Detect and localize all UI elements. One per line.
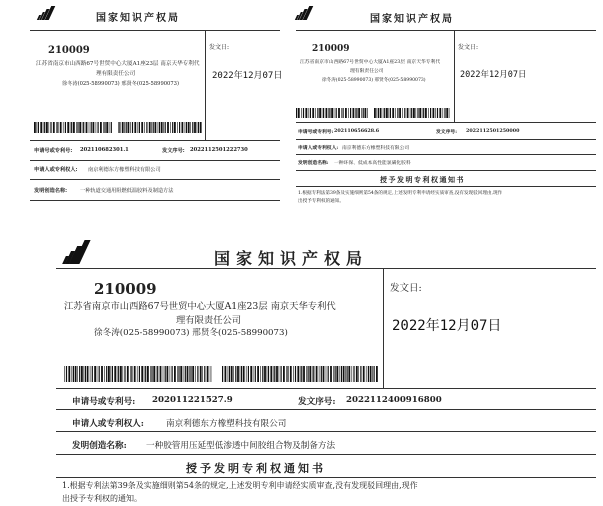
barcode-bottom-1 bbox=[64, 366, 212, 382]
applicant: 南京利德东方橡塑科技有限公司 bbox=[342, 146, 410, 151]
notice-text-2: 出授予专利权的通知。 bbox=[298, 199, 344, 204]
notice-text-1: 1.根据专利法第39条及实施细则第54条的规定,上述发明专利申请经实质审查,没有发现驳回理由,现作 bbox=[298, 191, 503, 196]
barcode-right-1 bbox=[296, 108, 368, 118]
serial-label: 发文序号: bbox=[436, 129, 457, 135]
office-name: 国家知识产权局 bbox=[214, 249, 369, 268]
app-no: 202110682301.1 bbox=[80, 147, 129, 153]
cnipa-logo-icon bbox=[296, 6, 311, 20]
barcode-left-2 bbox=[118, 122, 202, 133]
invention-label: 发明创造名称: bbox=[34, 188, 68, 194]
applicant-label: 申请人或专利权人: bbox=[34, 167, 78, 173]
invention: 一种胶管用压延型低渗透中间胶组合物及制备方法 bbox=[146, 441, 336, 451]
letter-top-left bbox=[0, 0, 288, 232]
letter-bottom bbox=[0, 232, 603, 506]
send-date-label: 发文日: bbox=[209, 44, 230, 51]
serial: 2022112400916800 bbox=[346, 395, 442, 405]
agency: 理有限责任公司 bbox=[350, 69, 384, 74]
agency: 理有限责任公司 bbox=[176, 315, 242, 326]
serial: 2022112501250000 bbox=[466, 128, 520, 134]
postcode: 210009 bbox=[312, 44, 350, 54]
cnipa-logo-icon bbox=[64, 240, 86, 264]
send-date: 2022年12月07日 bbox=[460, 70, 527, 80]
notice-title: 授予发明专利权通知书 bbox=[380, 175, 465, 184]
applicant: 南京利德东方橡塑科技有限公司 bbox=[166, 419, 287, 429]
send-date: 2022年12月07日 bbox=[212, 71, 283, 81]
app-no-label: 申请号或专利号: bbox=[34, 148, 73, 154]
app-no-label: 申请号或专利号: bbox=[298, 129, 334, 135]
notice-text-2: 出授予专利权的通知。 bbox=[62, 494, 142, 503]
invention: 一种环保、低成本高性能氯磺化胶料 bbox=[334, 161, 411, 166]
letter-top-right bbox=[290, 0, 603, 232]
applicant-label: 申请人或专利权人: bbox=[72, 419, 144, 429]
address: 江苏省南京市山西路67号世贸中心大厦A1座23层 南京天华专利代 bbox=[36, 61, 200, 67]
cnipa-logo-icon bbox=[38, 6, 53, 20]
app-no: 202011221527.9 bbox=[152, 395, 233, 405]
office-name: 国家知识产权局 bbox=[96, 13, 180, 24]
barcode-left-1 bbox=[34, 122, 112, 133]
send-date: 2022年12月07日 bbox=[392, 318, 502, 334]
app-no-label: 申请号或专利号: bbox=[72, 397, 136, 407]
serial-label: 发文序号: bbox=[298, 397, 336, 407]
address: 江苏省南京市山西路67号世贸中心大厦A1座23层 南京天华专利代 bbox=[300, 60, 441, 65]
office-name: 国家知识产权局 bbox=[370, 14, 454, 25]
serial: 2022112501222730 bbox=[190, 147, 248, 153]
contacts: 徐冬涛(025-58990073) 邢贤冬(025-58990073) bbox=[94, 328, 288, 338]
invention-label: 发明创造名称: bbox=[72, 441, 127, 451]
agency: 理有限责任公司 bbox=[96, 71, 136, 77]
serial-label: 发文序号: bbox=[162, 148, 185, 154]
applicant-label: 申请人或专利权人: bbox=[298, 145, 339, 151]
notice-title: 授予发明专利权通知书 bbox=[186, 462, 326, 475]
contacts: 徐冬涛(025-58990073) 邢贤冬(025-58990073) bbox=[322, 78, 426, 83]
contacts: 徐冬涛(025-58990073) 邢贤冬(025-58990073) bbox=[62, 81, 179, 87]
applicant: 南京利德东方橡塑科技有限公司 bbox=[88, 167, 161, 173]
invention: 一种轨道交通用阻燃低温胶料及制造方法 bbox=[80, 188, 174, 194]
invention-label: 发明创造名称: bbox=[298, 160, 329, 166]
notice-text-1: 1.根据专利法第39条及实施细则第54条的规定,上述发明专利申请经实质审查,没有发现驳回理由,现作 bbox=[62, 481, 418, 490]
address: 江苏省南京市山西路67号世贸中心大厦A1座23层 南京天华专利代 bbox=[64, 301, 336, 312]
app-no: 202110656628.6 bbox=[334, 128, 380, 134]
barcode-right-2 bbox=[374, 108, 450, 118]
barcode-bottom-2 bbox=[222, 366, 378, 382]
send-date-label: 发文日: bbox=[390, 283, 422, 294]
send-date-label: 发文日: bbox=[458, 44, 479, 51]
postcode: 210009 bbox=[94, 280, 157, 298]
postcode: 210009 bbox=[48, 45, 90, 56]
